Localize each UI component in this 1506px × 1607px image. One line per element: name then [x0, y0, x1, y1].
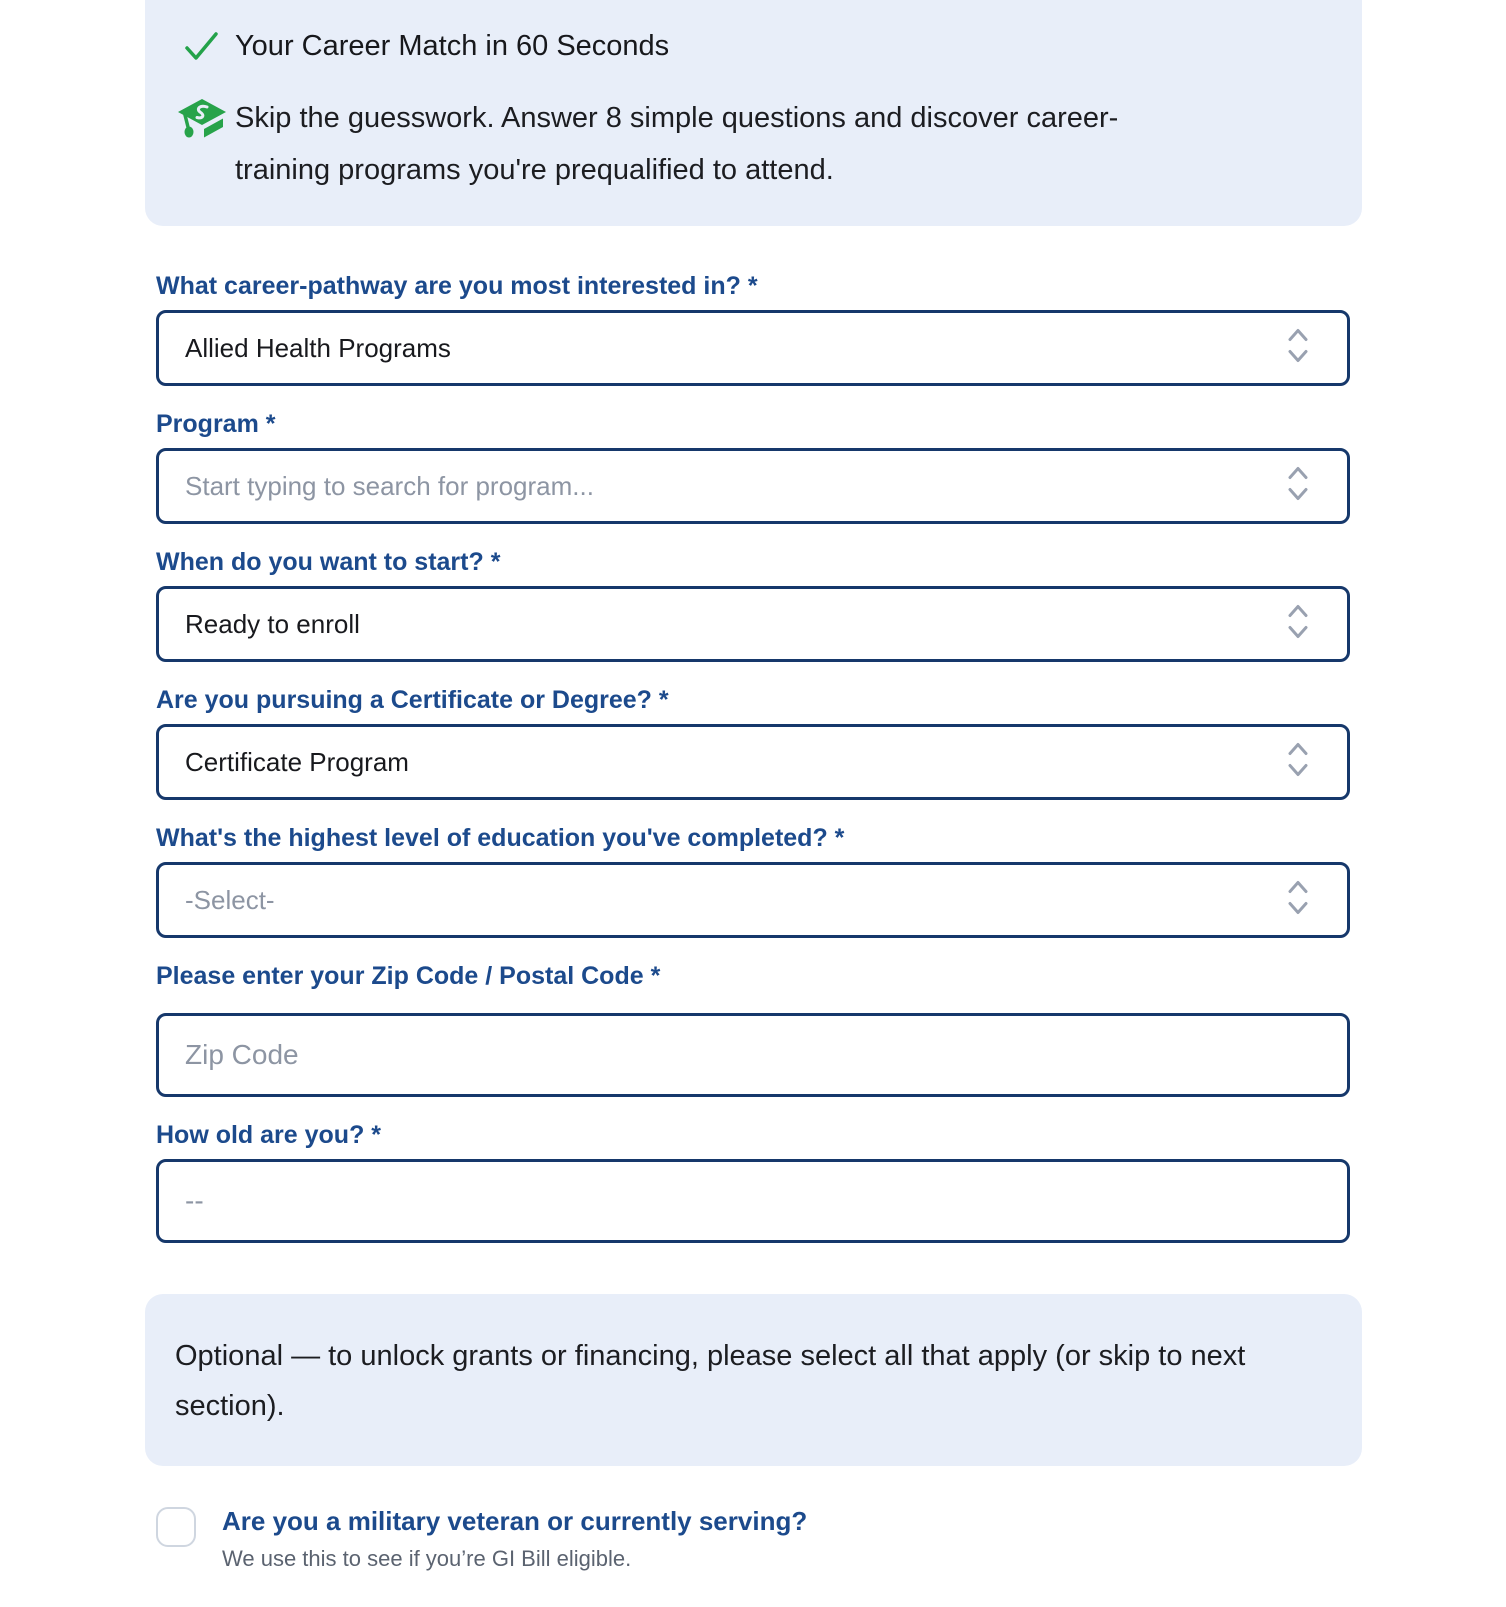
- field-zip-code: [156, 961, 1350, 1097]
- age-label: How old are you? *: [156, 1121, 382, 1149]
- certificate-degree-value: Certificate Program: [185, 746, 409, 777]
- military-veteran-row: [156, 1505, 1362, 1573]
- field-program: [156, 409, 1350, 524]
- career-pathway-value: Allied Health Programs: [185, 332, 451, 363]
- start-date-label: When do you want to start? *: [156, 548, 501, 576]
- military-veteran-checkbox[interactable]: [156, 1507, 196, 1547]
- chevrons-up-down-icon: [1285, 877, 1311, 924]
- program-placeholder: Start typing to search for program...: [185, 470, 594, 501]
- age-input[interactable]: [156, 1159, 1350, 1243]
- career-match-form: [145, 0, 1362, 1607]
- field-career-pathway: [156, 271, 1350, 386]
- intro-card: [145, 0, 1362, 226]
- education-level-select[interactable]: [156, 862, 1350, 938]
- field-age: [156, 1120, 1350, 1243]
- chevrons-up-down-icon: [1285, 325, 1311, 372]
- military-veteran-helper: We use this to see if you’re GI Bill eligible.: [222, 1546, 632, 1571]
- chevrons-up-down-icon: [1285, 601, 1311, 648]
- education-level-placeholder: -Select-: [185, 884, 275, 915]
- chevrons-up-down-icon: [1285, 739, 1311, 786]
- field-certificate-degree: [156, 685, 1350, 800]
- field-education-level: [156, 823, 1350, 938]
- military-veteran-question: Are you a military veteran or currently serving?: [222, 1506, 808, 1536]
- zip-code-input[interactable]: [156, 1013, 1350, 1097]
- education-level-label: What's the highest level of education you've completed? *: [156, 824, 845, 852]
- military-veteran-texts: [222, 1505, 807, 1573]
- start-date-select[interactable]: [156, 586, 1350, 662]
- certificate-degree-select[interactable]: [156, 724, 1350, 800]
- optional-note-card: [145, 1294, 1362, 1466]
- questions-section: [156, 271, 1350, 1243]
- optional-note-text: Optional — to unlock grants or financing, please select all that apply (or skip to next section).: [175, 1340, 1246, 1422]
- career-pathway-label: What career-pathway are you most interested in? *: [156, 272, 758, 300]
- career-pathway-select[interactable]: [156, 310, 1350, 386]
- graduation-cap-icon: [169, 92, 235, 152]
- intro-title-row: [169, 24, 1332, 68]
- certificate-degree-label: Are you pursuing a Certificate or Degree? *: [156, 686, 669, 714]
- chevrons-up-down-icon: [1285, 463, 1311, 510]
- intro-title: Your Career Match in 60 Seconds: [235, 30, 670, 62]
- program-select[interactable]: [156, 448, 1350, 524]
- zip-code-label: Please enter your Zip Code / Postal Code *: [156, 962, 661, 990]
- intro-description-row: [169, 92, 1332, 196]
- check-icon: [169, 24, 235, 64]
- field-start-date: [156, 547, 1350, 662]
- intro-description: Skip the guesswork. Answer 8 simple questions and discover career-training programs you're prequalified to attend.: [235, 102, 1119, 186]
- start-date-value: Ready to enroll: [185, 608, 360, 639]
- program-label: Program *: [156, 410, 276, 438]
